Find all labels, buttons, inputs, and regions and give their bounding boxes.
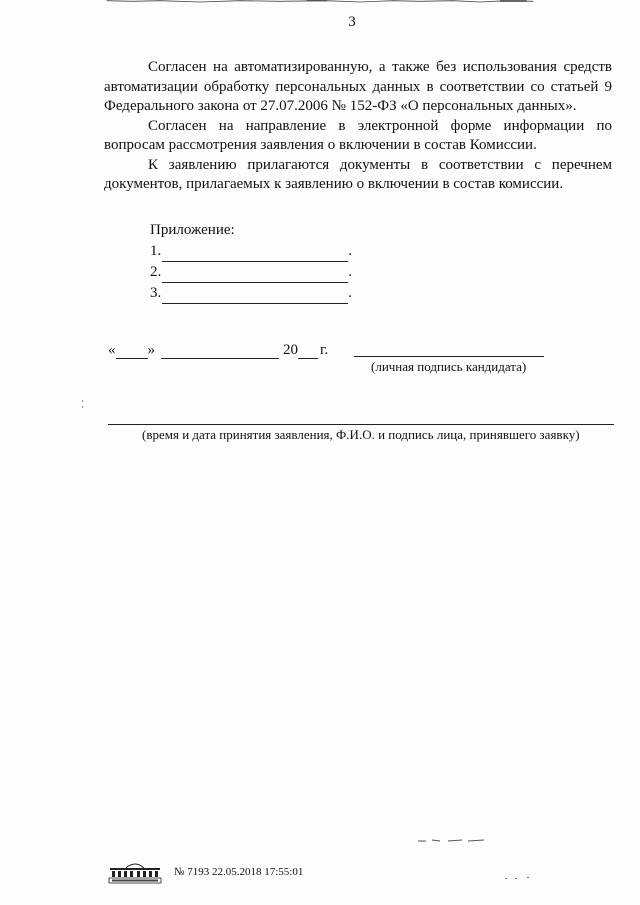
signature-line — [354, 356, 544, 357]
body-text — [104, 58, 612, 195]
appendix-item — [150, 262, 352, 283]
appendix-item-end: . — [348, 285, 352, 301]
appendix-item-blank — [162, 289, 348, 304]
appendix-heading: Приложение: — [150, 222, 235, 238]
receipt-line — [108, 424, 614, 425]
building-logo-icon — [108, 860, 162, 884]
receipt-caption: (время и дата принятия заявления, Ф.И.О. и подпись лица, принявшего заявку) — [142, 427, 580, 442]
stamp-number-datetime: № 7193 22.05.2018 17:55:01 — [174, 866, 304, 878]
appendix-item — [150, 241, 352, 262]
month-blank — [161, 344, 279, 359]
registration-stamp — [108, 860, 303, 884]
consent-paragraph-personal-data: Согласен на автоматизированную, а также без использования средств автоматизации обработку персональных данных в соответствии со статьей 9 Федерального закона от 27.07.2006 № 152-ФЗ «О персональных данных». — [104, 59, 612, 114]
appendix-item-end: . — [348, 243, 352, 259]
page-number: 3 — [348, 14, 356, 30]
appendix-item-blank — [162, 247, 348, 262]
appendix-item-number: 2. — [150, 264, 162, 280]
scan-speck — [418, 838, 488, 844]
appendix-list — [150, 220, 352, 304]
signature-caption: (личная подпись кандидата) — [371, 359, 527, 374]
appendix-item-blank — [162, 268, 348, 283]
date-close-quote: » — [147, 342, 155, 358]
year-suffix: г. — [320, 342, 329, 358]
appendix-item-number: 1. — [150, 243, 162, 259]
day-blank — [116, 344, 148, 359]
scan-speck — [505, 876, 535, 882]
year-prefix: 20 — [283, 342, 298, 358]
appendix-item-end: . — [348, 264, 352, 280]
consent-paragraph-electronic: Согласен на направление в электронной форме информации по вопросам рассмотрения заявления о включении в состав Комиссии. — [104, 117, 612, 153]
appendix-item — [150, 283, 352, 304]
date-field — [108, 342, 328, 359]
scan-edge-noise — [0, 0, 640, 4]
year-blank — [298, 344, 318, 359]
attachments-paragraph: К заявлению прилагаются документы в соответствии с перечнем документов, прилагаемых к заявлению о включении в состав комиссии. — [104, 156, 612, 192]
date-open-quote: « — [108, 342, 116, 358]
appendix-item-number: 3. — [150, 285, 162, 301]
scan-speck — [80, 400, 86, 412]
